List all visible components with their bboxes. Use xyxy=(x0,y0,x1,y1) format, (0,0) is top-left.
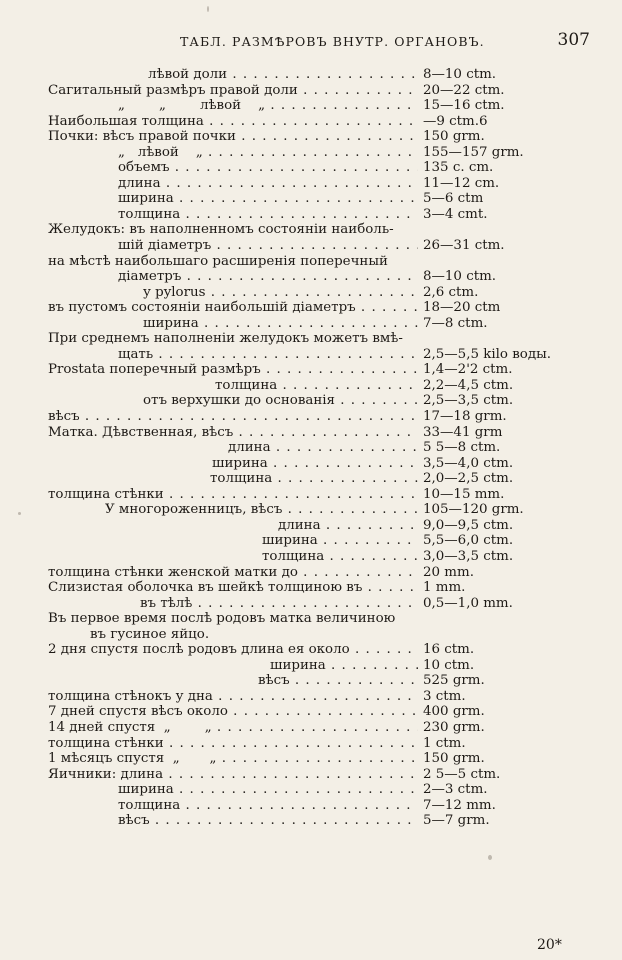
row-label: ширина . . . xyxy=(118,191,418,207)
paper-speck xyxy=(488,855,492,860)
row-label: лѣвой доли . . . xyxy=(148,67,418,83)
row-label: толщина стѣнки . . . xyxy=(48,736,418,752)
row-label: щать . . . xyxy=(118,347,418,363)
table-row xyxy=(0,160,622,176)
row-label: на мѣстѣ наибольшаго расширенія поперечный xyxy=(48,253,388,269)
row-value: 2,0—2,5 ctm. xyxy=(423,471,514,487)
row-label: ширина . . . xyxy=(212,456,418,472)
row-label: шій діаметръ . . . xyxy=(118,238,418,254)
row-label: толщина . . . xyxy=(215,378,418,394)
table-row xyxy=(0,549,622,565)
table-row xyxy=(0,720,622,736)
table-row xyxy=(0,129,622,145)
row-label: ширина . . . xyxy=(118,782,418,798)
row-label: Сагитальный размѣръ правой доли . . . xyxy=(48,83,418,99)
row-label: Желудокъ: въ наполненномъ состояніи наиболь- xyxy=(48,222,394,238)
measurement-table xyxy=(0,67,622,829)
row-label: Слизистая оболочка въ шейкѣ толщиною въ . . . xyxy=(48,580,418,596)
row-value: 1,4—2'2 ctm. xyxy=(423,362,513,378)
row-label: у pylorus . . . xyxy=(143,285,418,301)
row-value: —9 ctm.6 xyxy=(423,113,488,129)
row-value: 11—12 cm. xyxy=(423,175,500,191)
table-row xyxy=(0,409,622,425)
row-label: толщина стѣнки . . . xyxy=(48,487,418,503)
table-row xyxy=(0,207,622,223)
row-label: толщина стѣнки женской матки до . . . xyxy=(48,565,418,581)
table-row xyxy=(0,689,622,705)
table-row xyxy=(0,673,622,689)
row-value: 5 5—8 ctm. xyxy=(423,440,501,456)
table-row xyxy=(0,658,622,674)
row-value: 2,5—5,5 kilo воды. xyxy=(423,346,551,362)
row-label: длина . . . xyxy=(228,440,418,456)
row-label: толщина стѣнокъ у дна . . . xyxy=(48,689,418,705)
row-label: 2 дня спустя послѣ родовъ длина ея около . . . xyxy=(48,642,418,658)
row-label: 7 дней спустя вѣсъ около . . . xyxy=(48,704,418,720)
row-label: 1 мѣсяцъ спустя „ „ . . . xyxy=(48,751,418,767)
row-label: діаметръ . . . xyxy=(118,269,418,285)
table-row xyxy=(0,767,622,783)
row-label: въ гусиное яйцо. xyxy=(90,626,210,642)
signature-mark: 20* xyxy=(537,937,562,953)
row-label: Въ первое время послѣ родовъ матка величиною xyxy=(48,611,396,627)
table-row xyxy=(0,704,622,720)
row-value: 230 grm. xyxy=(423,719,485,735)
table-row xyxy=(0,798,622,814)
row-value: 3,5—4,0 ctm. xyxy=(423,455,514,471)
row-value: 5,5—6,0 ctm. xyxy=(423,533,514,549)
row-value: 7—8 ctm. xyxy=(423,315,488,331)
row-value: 9,0—9,5 ctm. xyxy=(423,517,514,533)
row-label: 14 дней спустя „ „ . . . xyxy=(48,720,418,736)
table-row xyxy=(0,269,622,285)
row-label: толщина . . . xyxy=(118,798,418,814)
table-row xyxy=(0,533,622,549)
table-row xyxy=(0,285,622,301)
table-row xyxy=(0,518,622,534)
table-row xyxy=(0,502,622,518)
row-label: толщина . . . xyxy=(210,471,418,487)
row-label: У многороженницъ, вѣсъ . . . xyxy=(105,502,418,518)
row-label: вѣсъ . . . xyxy=(258,673,418,689)
row-value: 2—3 ctm. xyxy=(423,782,488,798)
table-row xyxy=(0,751,622,767)
row-value: 26—31 ctm. xyxy=(423,238,505,254)
table-row xyxy=(0,378,622,394)
row-label: толщина . . . xyxy=(262,549,418,565)
paper-speck xyxy=(207,6,209,12)
row-value: 1 ctm. xyxy=(423,735,466,751)
table-row xyxy=(0,565,622,581)
row-value: 150 grm. xyxy=(423,129,485,145)
row-value: 20 mm. xyxy=(423,564,474,580)
table-row xyxy=(0,611,622,627)
row-label: Матка. Дѣвственная, вѣсъ . . . xyxy=(48,425,418,441)
running-title: ТАБЛ. РАЗМѢРОВЪ ВНУТР. ОРГАНОВЪ. xyxy=(180,34,485,49)
row-value: 2,2—4,5 ctm. xyxy=(423,377,514,393)
table-row xyxy=(0,347,622,363)
table-row xyxy=(0,596,622,612)
row-value: 17—18 grm. xyxy=(423,409,507,425)
row-label: длина . . . xyxy=(278,518,418,534)
table-row xyxy=(0,191,622,207)
table-row xyxy=(0,580,622,596)
row-value: 525 grm. xyxy=(423,673,485,689)
table-row xyxy=(0,471,622,487)
row-value: 18—20 ctm xyxy=(423,300,501,316)
table-row xyxy=(0,67,622,83)
row-value: 3—4 cmt. xyxy=(423,206,488,222)
page-header xyxy=(0,30,622,54)
row-value: 135 c. cm. xyxy=(423,160,494,176)
row-value: 10—15 mm. xyxy=(423,486,505,502)
table-row xyxy=(0,83,622,99)
row-value: 2,5—3,5 ctm. xyxy=(423,393,514,409)
table-row xyxy=(0,98,622,114)
page-number: 307 xyxy=(557,30,590,50)
row-value: 400 grm. xyxy=(423,704,485,720)
table-row xyxy=(0,642,622,658)
row-value: 7—12 mm. xyxy=(423,797,496,813)
row-label: въ пустомъ состояніи наибольшій діаметръ . . . xyxy=(48,300,418,316)
row-label: ширина . . . xyxy=(270,658,418,674)
table-row xyxy=(0,425,622,441)
row-value: 3 ctm. xyxy=(423,688,466,704)
row-value: 1 mm. xyxy=(423,580,466,596)
table-row xyxy=(0,782,622,798)
row-label: Prostata поперечный размѣръ . . . xyxy=(48,362,418,378)
table-row xyxy=(0,222,622,238)
row-label: Яичники: длина . . . xyxy=(48,767,418,783)
row-value: 10 ctm. xyxy=(423,657,475,673)
row-label: „ лѣвой „ . . . xyxy=(118,145,418,161)
row-label: „ „ лѣвой „ . . . xyxy=(118,98,418,114)
table-row xyxy=(0,736,622,752)
table-row xyxy=(0,362,622,378)
row-label: длина . . . xyxy=(118,176,418,192)
row-label: въ тѣлѣ . . . xyxy=(140,596,418,612)
table-row xyxy=(0,316,622,332)
row-label: вѣсъ . . . xyxy=(48,409,418,425)
table-row xyxy=(0,254,622,270)
table-row xyxy=(0,456,622,472)
table-row xyxy=(0,176,622,192)
row-value: 2,6 ctm. xyxy=(423,284,479,300)
row-label: ширина . . . xyxy=(143,316,418,332)
row-value: 8—10 ctm. xyxy=(423,67,497,82)
table-row xyxy=(0,114,622,130)
row-value: 0,5—1,0 mm. xyxy=(423,595,513,611)
table-row xyxy=(0,145,622,161)
row-value: 150 grm. xyxy=(423,751,485,767)
row-label: объемъ . . . xyxy=(118,160,418,176)
row-label: Наибольшая толщина . . . xyxy=(48,114,418,130)
row-label: ширина . . . xyxy=(262,533,418,549)
table-row xyxy=(0,813,622,829)
row-value: 20—22 ctm. xyxy=(423,82,505,98)
row-value: 15—16 ctm. xyxy=(423,98,505,114)
table-row xyxy=(0,300,622,316)
row-value: 33—41 grm xyxy=(423,424,503,440)
table-row xyxy=(0,627,622,643)
row-value: 155—157 grm. xyxy=(423,144,524,160)
table-row xyxy=(0,487,622,503)
table-row xyxy=(0,440,622,456)
row-label: При среднемъ наполненіи желудокъ можетъ вмѣ- xyxy=(48,331,403,347)
row-value: 5—7 grm. xyxy=(423,813,490,829)
row-value: 3,0—3,5 ctm. xyxy=(423,548,514,564)
table-row xyxy=(0,238,622,254)
row-label: вѣсъ . . . xyxy=(118,813,418,829)
paper-speck xyxy=(18,512,21,515)
row-value: 16 ctm. xyxy=(423,642,475,658)
table-row xyxy=(0,393,622,409)
row-value: 2 5—5 ctm. xyxy=(423,766,501,782)
row-label: толщина . . . xyxy=(118,207,418,223)
row-label: Почки: вѣсъ правой почки . . . xyxy=(48,129,418,145)
table-row xyxy=(0,331,622,347)
row-value: 5—6 ctm xyxy=(423,191,484,207)
row-label: отъ верхушки до основанія . . . xyxy=(143,393,418,409)
row-value: 8—10 ctm. xyxy=(423,269,497,285)
row-value: 105—120 grm. xyxy=(423,502,524,518)
